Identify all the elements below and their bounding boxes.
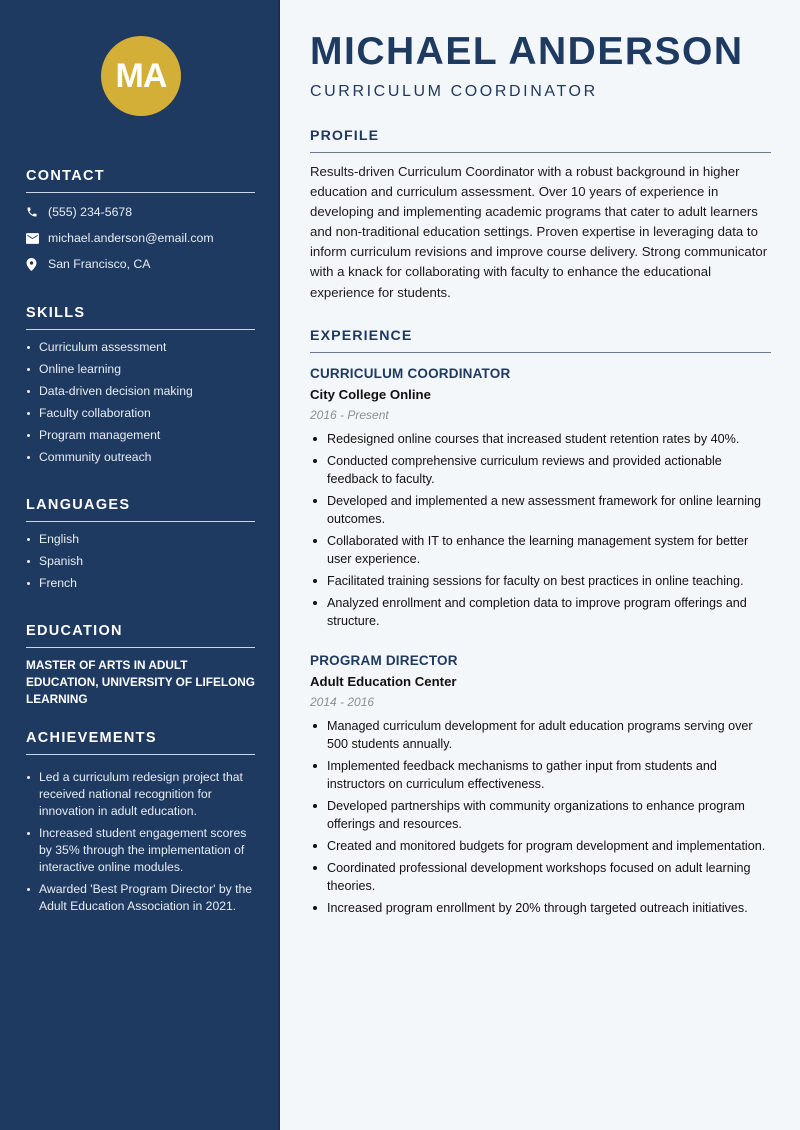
sidebar [0,0,280,1130]
languages-section [26,497,255,597]
contact-phone [26,199,255,225]
candidate-name: MICHAEL ANDERSON [310,30,744,73]
skill-item: Program management [26,427,255,444]
job-title: PROGRAM DIRECTOR [310,653,458,668]
location-text: San Francisco, CA [48,257,151,271]
job-entry [310,653,771,921]
job-bullet: Managed curriculum development for adult education programs serving over 500 students annually. [310,717,771,753]
job-bullet: Created and monitored budgets for program development and implementation. [310,837,771,855]
job-bullet: Developed partnerships with community organizations to enhance program offerings and resources. [310,797,771,833]
achievements-title: ACHIEVEMENTS [26,730,255,755]
job-company: Adult Education Center [310,674,457,689]
job-bullets [310,717,771,917]
profile-section [310,128,771,303]
avatar-initials: MA [115,56,167,95]
job-bullets [310,430,771,630]
languages-title: LANGUAGES [26,497,255,522]
skill-item: Faculty collaboration [26,405,255,422]
phone-text: (555) 234-5678 [48,205,133,219]
phone-icon [26,206,48,218]
job-dates: 2014 - 2016 [310,695,375,709]
skill-item: Community outreach [26,449,255,466]
skill-item: Curriculum assessment [26,339,255,356]
job-dates: 2016 - Present [310,408,389,422]
job-bullet: Redesigned online courses that increased student retention rates by 40%. [310,430,771,448]
contact-location [26,251,255,277]
job-bullet: Implemented feedback mechanisms to gather input from students and instructors on curriculum effectiveness. [310,757,771,793]
language-item: English [26,531,255,548]
education-section [26,623,255,708]
job-bullet: Collaborated with IT to enhance the learning management system for better user experience. [310,532,771,568]
job-company: City College Online [310,387,431,402]
skills-section [26,305,255,471]
job-entry [310,366,771,634]
experience-title: EXPERIENCE [310,328,771,353]
avatar [101,36,181,116]
language-item: French [26,575,255,592]
candidate-role: CURRICULUM COORDINATOR [310,83,598,100]
job-bullet: Facilitated training sessions for faculty on best practices in online teaching. [310,572,771,590]
languages-list [26,531,255,592]
achievement-item: Increased student engagement scores by 35% through the implementation of interactive online modules. [26,825,255,876]
job-bullet: Conducted comprehensive curriculum reviews and provided actionable feedback to faculty. [310,452,771,488]
education-title: EDUCATION [26,623,255,648]
achievements-section [26,730,255,920]
skills-title: SKILLS [26,305,255,330]
skill-item: Data-driven decision making [26,383,255,400]
job-bullet: Increased program enrollment by 20% through targeted outreach initiatives. [310,899,771,917]
email-text: michael.anderson@email.com [48,231,214,245]
profile-text: Results-driven Curriculum Coordinator with a robust background in higher education and curriculum assessment. Over 10 years of experience in developing and implementing academic programs that cater to adult learners and non-traditional education settings. Proven expertise in leveraging data to inform curriculum revisions and improve course delivery. Strong communicator with a knack for collaborating with faculty to enhance the educational experience for students. [310,164,768,300]
achievements-list [26,769,255,915]
skill-item: Online learning [26,361,255,378]
language-item: Spanish [26,553,255,570]
job-title: CURRICULUM COORDINATOR [310,366,511,381]
job-bullet: Analyzed enrollment and completion data to improve program offerings and structure. [310,594,771,630]
contact-section [26,168,255,277]
education-degree: MASTER OF ARTS IN ADULT EDUCATION, UNIVERSITY OF LIFELONG LEARNING [26,658,255,706]
achievement-item: Led a curriculum redesign project that received national recognition for innovation in adult education. [26,769,255,820]
experience-section [310,328,771,353]
job-bullet: Developed and implemented a new assessment framework for online learning outcomes. [310,492,771,528]
skills-list [26,339,255,466]
contact-email [26,225,255,251]
job-bullet: Coordinated professional development workshops focused on adult learning theories. [310,859,771,895]
profile-title: PROFILE [310,128,771,153]
contact-title: CONTACT [26,168,255,193]
location-pin-icon [26,258,48,271]
email-icon [26,233,48,244]
achievement-item: Awarded 'Best Program Director' by the Adult Education Association in 2021. [26,881,255,915]
